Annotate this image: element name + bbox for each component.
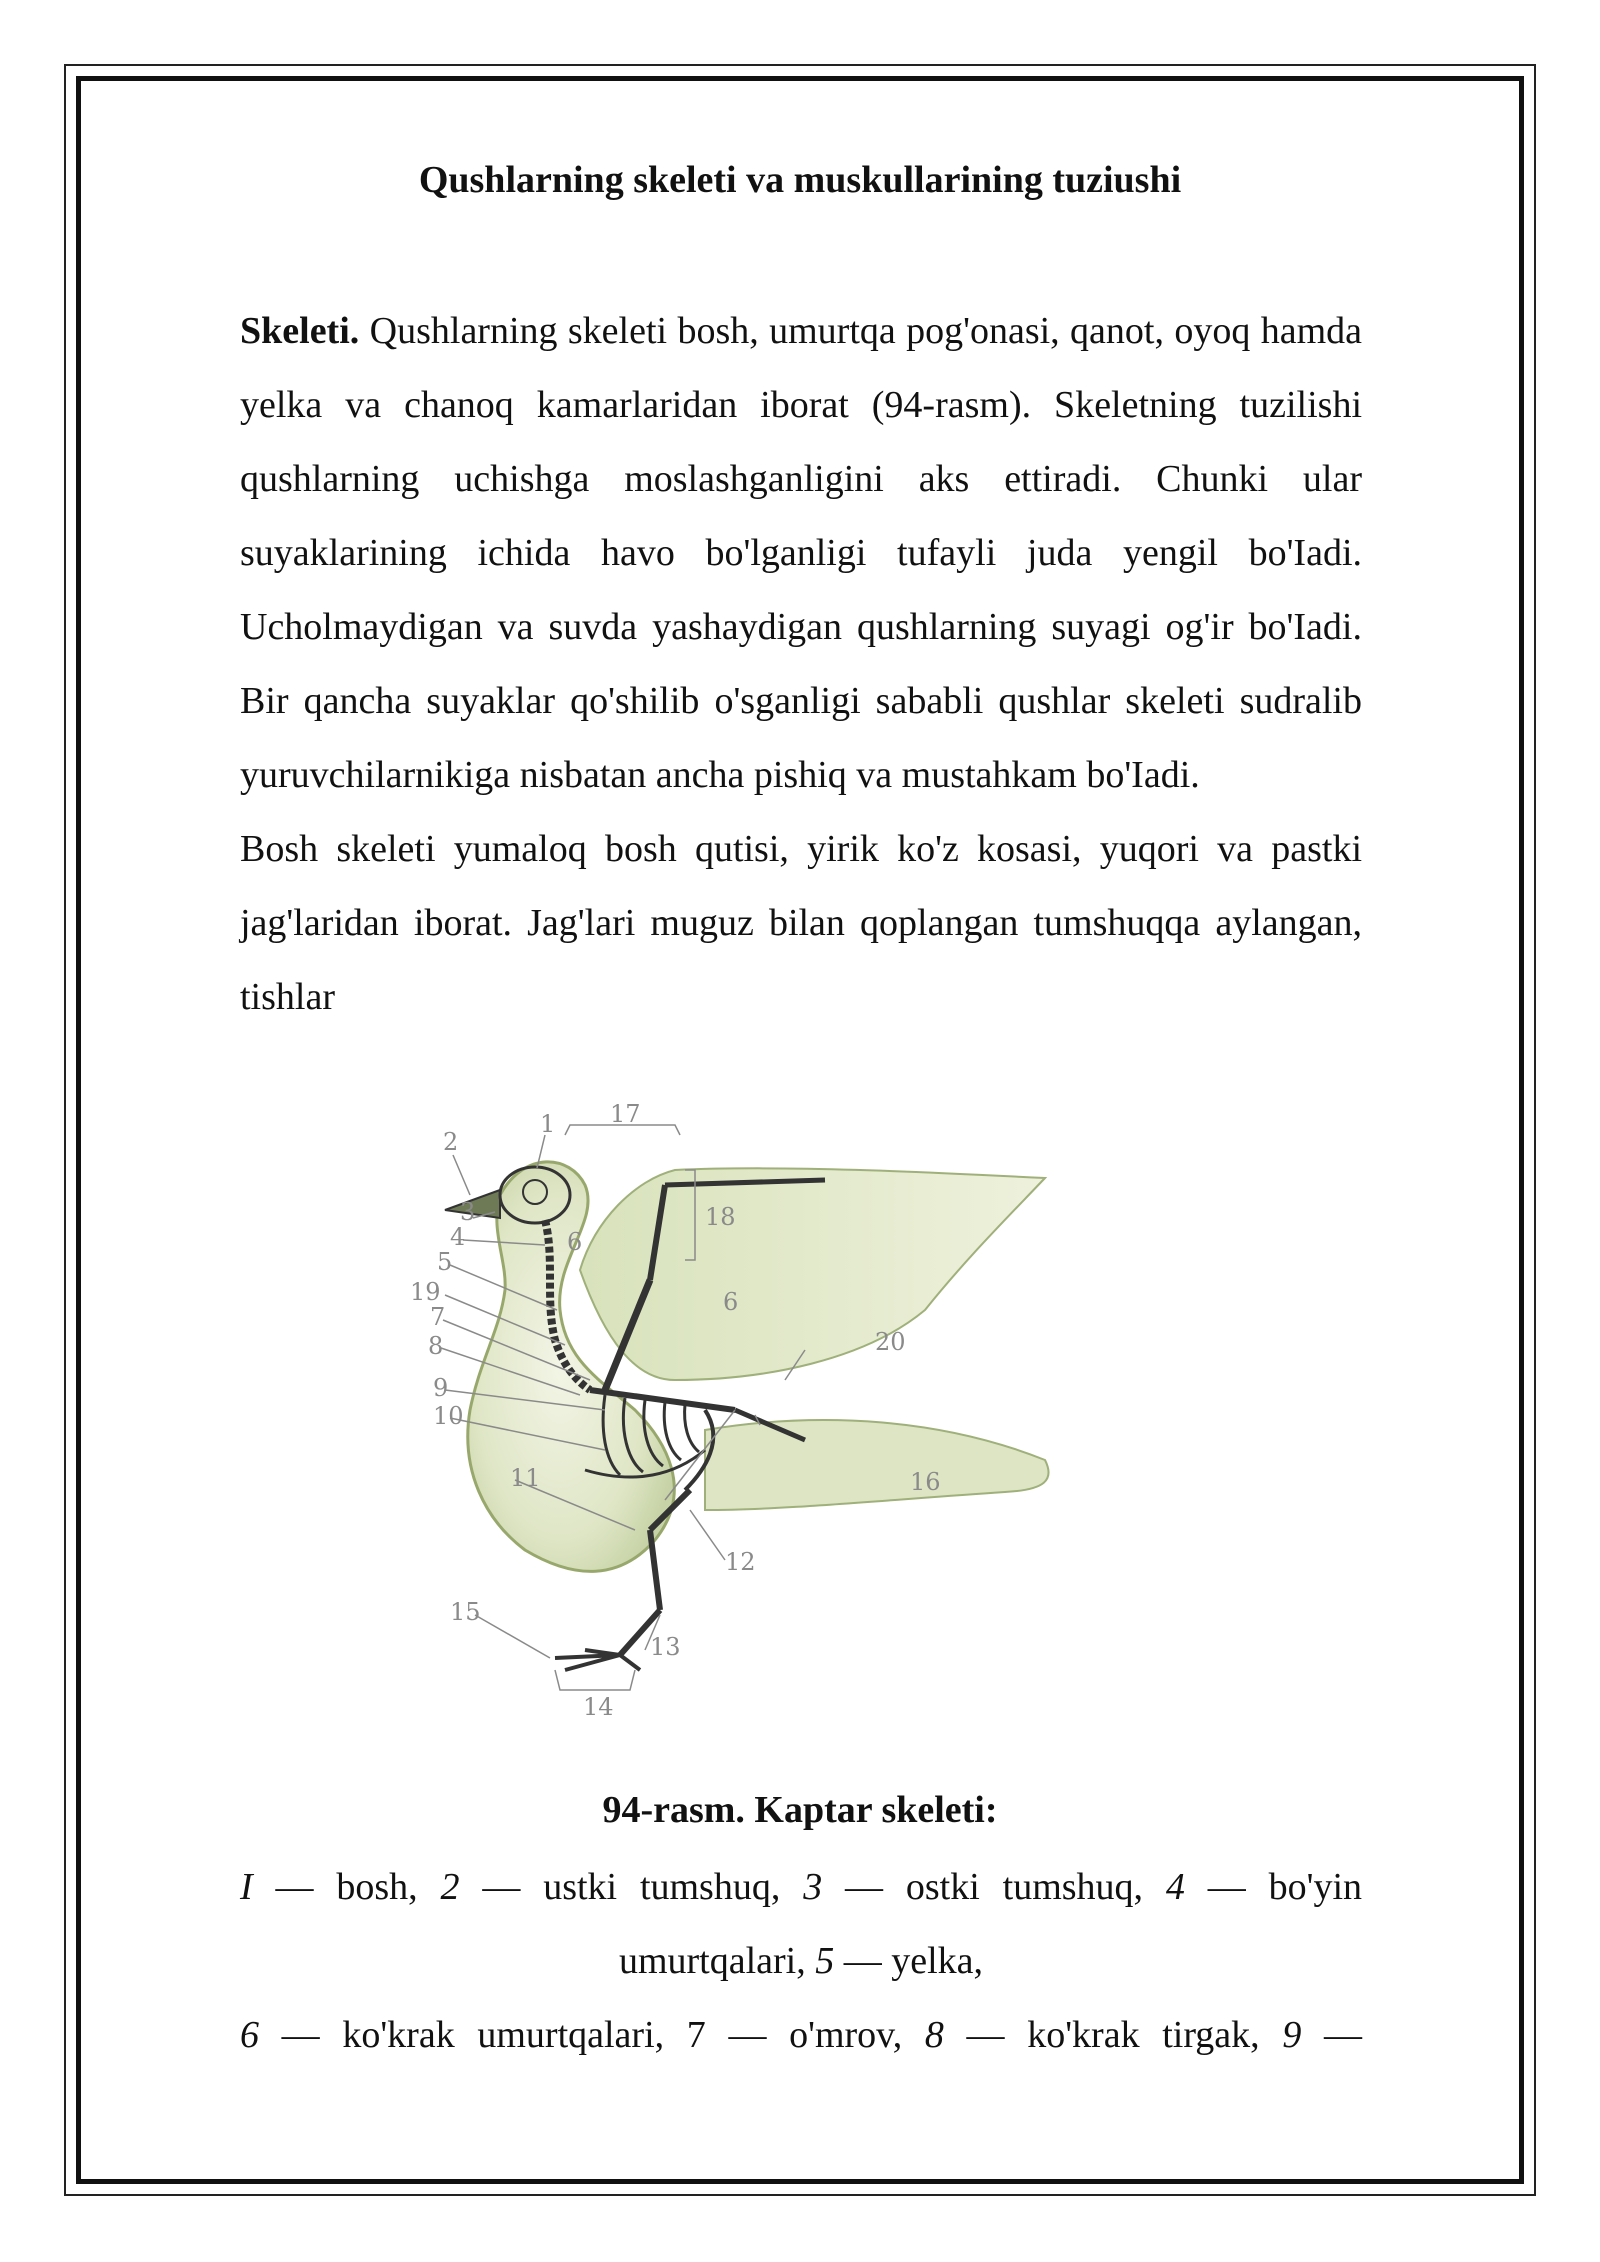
figure-label-2: 2 (443, 1128, 459, 1156)
caption-number: I (240, 1866, 253, 1908)
tail-silhouette (705, 1420, 1049, 1510)
paragraph-head-skeleton: Bosh skeleti yumaloq bosh qutisi, yirik ko'z kosasi, yuqori va pastki jag'laridan iborat. Jag'lari muguz bilan qoplangan tumshuqqa aylangan, tishlar (240, 828, 1362, 1018)
figure-label-6b: 6 (723, 1288, 739, 1316)
caption-term: — ko'krak tirgak, (943, 2014, 1283, 2056)
document-title: Qushlarning skeleti va muskullarining tuziushi (418, 159, 1182, 201)
pigeon-skeleton-illustration (405, 1100, 1225, 1721)
caption-number: 5 (815, 1940, 835, 1982)
figure-label-4: 4 (450, 1223, 466, 1251)
figure-label-18: 18 (705, 1203, 736, 1231)
figure-label-14: 14 (583, 1693, 614, 1721)
paragraph-skeleton (240, 294, 1362, 812)
caption-term: — (1301, 2014, 1363, 2056)
figure-label-19: 19 (410, 1278, 441, 1306)
paragraph-skeleton-text: Qushlarning skeleti bosh, umurtqa pog'onasi, qanot, oyoq hamda yelka va chanoq kamarlaridan iborat (94-rasm). Skeletning tuzilishi qushlarning uchishga moslashganligini aks ettiradi. Chunki ular suyaklarining ichida havo bo'lganligi tufayli juda yengil bo'Iadi. Ucholmaydigan va suvda yashaydigan qushlarning suyagi og'ir bo'Iadi. Bir qancha suyaklar qo'shilib o'sganligi sababli qushlar skeleti sudralib yuruvchilarnikiga nisbatan ancha pishiq va mustahkam bo'Iadi. (240, 310, 1362, 796)
figure-label-6a: 6 (567, 1228, 583, 1256)
figure-label-3: 3 (460, 1198, 476, 1226)
figure-label-20: 20 (875, 1328, 906, 1356)
figure-label-8: 8 (428, 1332, 444, 1360)
figure-label-5: 5 (437, 1248, 453, 1276)
figure-label-11: 11 (510, 1464, 541, 1492)
figure-label-9: 9 (433, 1374, 449, 1402)
caption-line-2 (240, 1924, 1362, 1998)
bracket-14 (555, 1670, 635, 1690)
caption-number: 6 (240, 2014, 259, 2056)
caption-term: — ustki tumshuq, (459, 1866, 804, 1908)
figure-label-12: 12 (725, 1548, 756, 1576)
caption-term: — yelka, (834, 1940, 984, 1982)
figure-label-1: 1 (540, 1110, 556, 1138)
figure-label-13: 13 (650, 1633, 681, 1661)
caption-number: 9 (1282, 2014, 1302, 2056)
figure-label-17: 17 (610, 1100, 641, 1128)
figure-label-15: 15 (450, 1598, 481, 1626)
caption-term: — bosh, (252, 1866, 441, 1908)
caption-number: 2 (440, 1866, 460, 1908)
toes (555, 1650, 640, 1670)
pigeon-skeleton-figure (405, 1100, 1225, 1721)
caption-line-3 (240, 1998, 1362, 2072)
caption-term: — ostki tumshuq, (822, 1866, 1166, 1908)
caption-line-1 (240, 1850, 1362, 1924)
paragraph-lead: Skeleti. (240, 310, 360, 352)
body-text (240, 294, 1362, 1034)
figure-label-7: 7 (430, 1303, 446, 1331)
caption-number: 8 (924, 2014, 944, 2056)
caption-number: 4 (1165, 1866, 1185, 1908)
figure-caption-title: 94-rasm. Kaptar skeleti: (602, 1789, 998, 1831)
caption-term: — bo'yin (1184, 1866, 1363, 1908)
caption-term: — ko'krak umurtqalari, 7 — o'mrov, (259, 2014, 925, 2056)
caption-number: 3 (803, 1866, 823, 1908)
caption-term: umurtqalari, (618, 1940, 816, 1982)
figure-label-10: 10 (433, 1402, 464, 1430)
figure-label-16: 16 (910, 1468, 941, 1496)
figure-caption-text (240, 1850, 1362, 2072)
